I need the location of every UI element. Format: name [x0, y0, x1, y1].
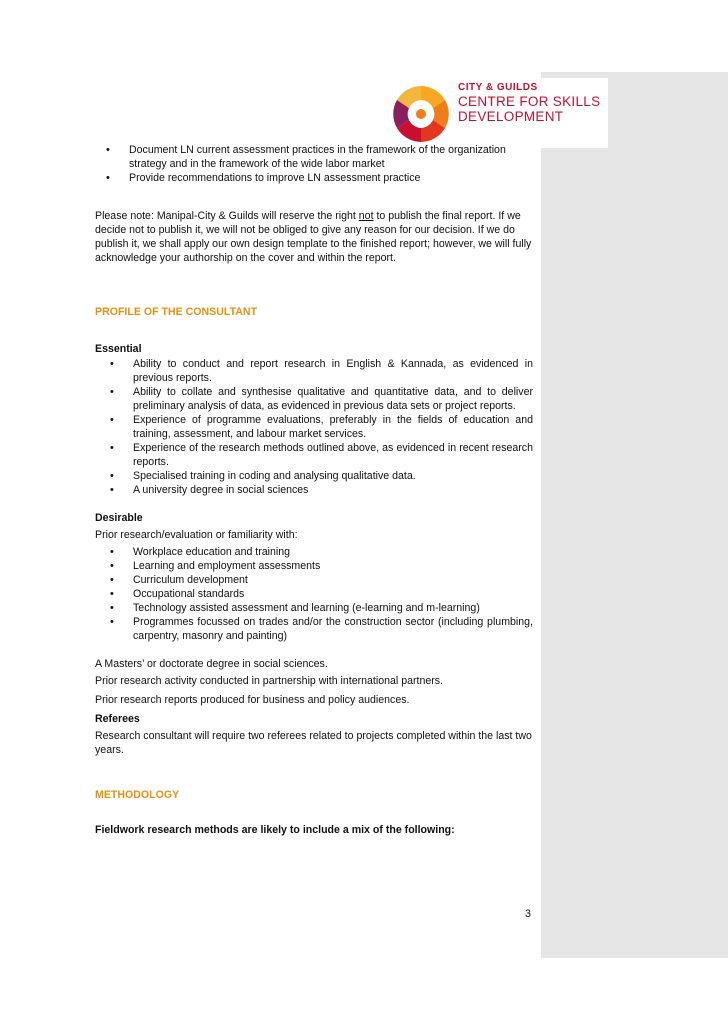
underlined-word: not: [358, 210, 374, 222]
section-heading-methodology: METHODOLOGY: [95, 789, 180, 801]
section-heading-profile: PROFILE OF THE CONSULTANT: [95, 306, 258, 318]
publication-note: Please note: Manipal-City & Guilds will reserve the right not to publish the final report. If we decide not to publish it, we will not be obliged to give any reason for our decision. If we do publish it, we shall apply our own design template to the finished report; however, we will fully acknowledge your authorship on the cover and within the report.: [95, 210, 532, 264]
desirable-heading: Desirable: [95, 512, 143, 524]
list-item: • Technology assisted assessment and learning (e-learning and m-learning): [133, 601, 533, 615]
list-item: • Document LN current assessment practices in the framework of the organization strategy and in the framework of the wide labor market: [129, 143, 529, 171]
extra-qualification-2: Prior research activity conducted in partnership with international partners.: [95, 675, 444, 687]
list-item: • Workplace education and training: [133, 545, 533, 559]
list-item: • Specialised training in coding and analysing qualitative data.: [133, 469, 533, 483]
essential-heading: Essential: [95, 343, 142, 355]
list-item: • Experience of programme evaluations, preferably in the fields of education and training, assessment, and labour market services.: [133, 413, 533, 441]
methodology-lead: Fieldwork research methods are likely to include a mix of the following:: [95, 824, 455, 836]
logo-line-1: CITY & GUILDS: [458, 82, 538, 93]
desirable-intro: Prior research/evaluation or familiarity with:: [95, 529, 298, 541]
list-item: • Programmes focussed on trades and/or the construction sector (including plumbing, carpentry, masonry and painting): [133, 615, 533, 643]
list-item: • Occupational standards: [133, 587, 533, 601]
list-item: • Ability to collate and synthesise qualitative and quantitative data, and to deliver preliminary analysis of data, as evidenced in previous data sets or project reports.: [133, 385, 533, 413]
swirl-logo-icon: [388, 78, 452, 142]
logo-line-3: DEVELOPMENT: [458, 109, 564, 124]
list-item: • Ability to conduct and report research in English & Kannada, as evidenced in previous reports.: [133, 357, 533, 385]
list-item: • Learning and employment assessments: [133, 559, 533, 573]
page-number: 3: [525, 908, 531, 920]
intro-bullet-list: [95, 143, 529, 185]
logo-line-2: CENTRE FOR SKILLS: [458, 94, 601, 109]
document-body: [95, 143, 533, 837]
referees-text: Research consultant will require two referees related to projects completed within the last two years.: [95, 730, 532, 756]
extra-qualification-3: Prior research reports produced for business and policy audiences.: [95, 694, 410, 706]
list-item: • Curriculum development: [133, 573, 533, 587]
essential-list: [95, 357, 533, 497]
comment-margin-pane: [541, 72, 728, 958]
referees-heading: Referees: [95, 713, 140, 725]
list-item: • Provide recommendations to improve LN assessment practice: [129, 171, 529, 185]
list-item: • A university degree in social sciences: [133, 483, 533, 497]
list-item: • Experience of the research methods outlined above, as evidenced in recent research reports.: [133, 441, 533, 469]
extra-qualification-1: A Masters’ or doctorate degree in social sciences.: [95, 658, 328, 670]
desirable-list: [95, 545, 533, 643]
city-guilds-logo: [388, 78, 608, 148]
